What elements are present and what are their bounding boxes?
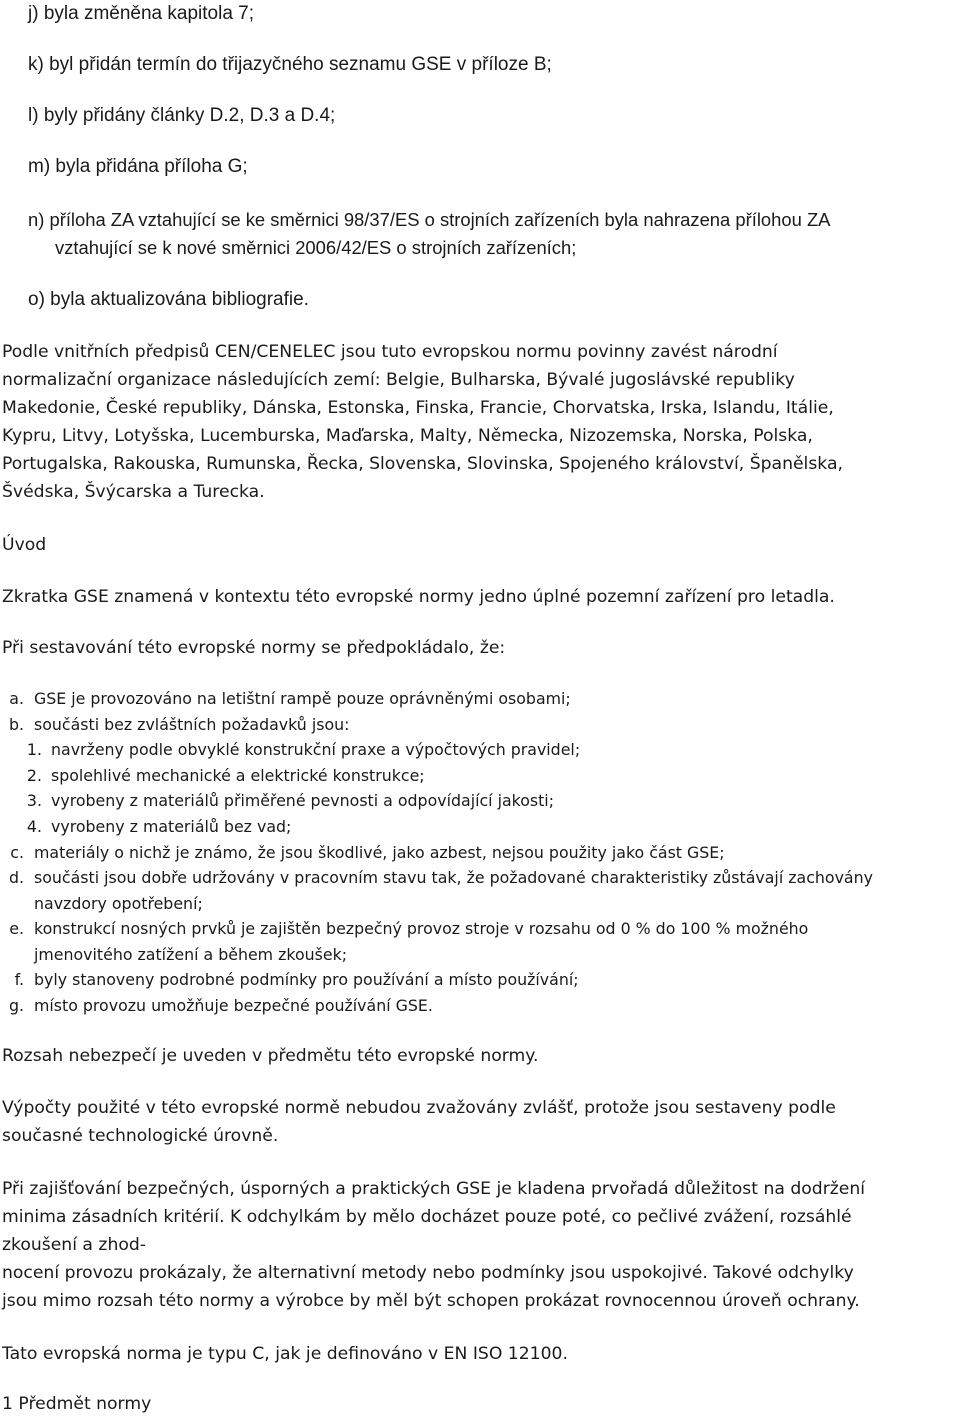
list-item: [0, 686, 960, 712]
list-marker: e.: [9, 919, 24, 938]
paragraph-line: Výpočty použité v této evropské normě nebudou zvažovány zvlášť, protože jsou sestaveny podle: [2, 1098, 836, 1118]
list-item: [0, 763, 960, 789]
list-item-text-continuation: jmenovitého zatížení a během zkoušek;: [34, 945, 348, 964]
paragraph-line: normalizační organizace následujících zemí: Belgie, Bulharska, Bývalé jugoslávské republiky: [2, 370, 795, 390]
list-item: [0, 788, 960, 814]
list-item: [0, 814, 960, 840]
list-item-text: byly stanoveny podrobné podmínky pro používání a místo používání;: [34, 970, 579, 989]
change-item-k: k) byl přidán termín do třijazyčného seznamu GSE v příloze B;: [28, 54, 552, 75]
paragraph-line: jsou mimo rozsah této normy a výrobce by měl být schopen prokázat rovnocennou úroveň ochrany.: [2, 1291, 860, 1311]
list-item-text: místo provozu umožňuje bezpečné používání GSE.: [34, 996, 433, 1015]
type-c-statement: Tato evropská norma je typu C, jak je definováno v EN ISO 12100.: [2, 1344, 568, 1364]
national-adoption-paragraph: [2, 338, 960, 506]
list-marker: 4.: [26, 817, 42, 836]
list-item-text: součásti jsou dobře udržovány v pracovním stavu tak, že požadované charakteristiky zůstávají zachovány: [34, 868, 873, 887]
paragraph-line: Podle vnitřních předpisů CEN/CENELEC jsou tuto evropskou normu povinny zavést národní: [2, 342, 778, 362]
safety-paragraph: [2, 1175, 960, 1315]
paragraph-line: Makedonie, České republiky, Dánska, Estonska, Finska, Francie, Chorvatska, Irska, Islandu, Itálie,: [2, 398, 834, 418]
calculations-paragraph: [2, 1094, 960, 1150]
list-item: [0, 712, 960, 738]
paragraph-line: minima zásadních kritérií. K odchylkám by mělo docházet pouze poté, co pečlivé zvážení, rozsáhlé: [2, 1207, 852, 1227]
list-item: [0, 993, 960, 1019]
paragraph-line: nocení provozu prokázaly, že alternativní metody nebo podmínky jsou uspokojivé. Takové odchylky: [2, 1263, 854, 1283]
list-item-text: navrženy podle obvyklé konstrukční praxe a výpočtových pravidel;: [51, 740, 581, 759]
paragraph-line: Portugalska, Rakouska, Rumunska, Řecka, Slovenska, Slovinska, Spojeného království, Španělska,: [2, 454, 843, 474]
list-marker: d.: [8, 868, 24, 887]
list-marker: 1.: [26, 740, 42, 759]
paragraph-line: Švédska, Švýcarska a Turecka.: [2, 482, 265, 502]
list-item: [0, 840, 960, 866]
list-item-text: materiály o nichž je známo, že jsou škodlivé, jako azbest, nejsou použity jako část GSE;: [34, 843, 725, 862]
hazard-scope-statement: Rozsah nebezpečí je uveden v předmětu této evropské normy.: [2, 1046, 539, 1066]
assumption-intro: Při sestavování této evropské normy se předpokládalo, že:: [2, 638, 506, 658]
change-item-o: o) byla aktualizována bibliografie.: [28, 289, 309, 310]
list-item-text: součásti bez zvláštních požadavků jsou:: [34, 715, 350, 734]
list-item-text: konstrukcí nosných prvků je zajištěn bezpečný provoz stroje v rozsahu od 0 % do 100 % možného: [34, 919, 809, 938]
list-marker: f.: [14, 970, 24, 989]
list-item-text: spolehlivé mechanické a elektrické konstrukce;: [51, 766, 425, 785]
paragraph-line: zkoušení a zhod-: [2, 1235, 146, 1255]
change-item-j: j) byla změněna kapitola 7;: [28, 3, 255, 24]
list-marker: a.: [9, 689, 24, 708]
list-item: [0, 737, 960, 763]
section-heading: 1 Předmět normy: [2, 1394, 152, 1414]
list-item-text: vyrobeny z materiálů přiměřené pevnosti a odpovídající jakosti;: [51, 791, 555, 810]
list-marker: c.: [10, 843, 24, 862]
list-marker: 3.: [26, 791, 42, 810]
change-item-m: m) byla přidána příloha G;: [28, 156, 248, 177]
change-item-n-continuation: vztahující se k nové směrnici 2006/42/ES o strojních zařízeních;: [55, 237, 577, 258]
list-item: [0, 865, 960, 917]
change-item-l: l) byly přidány články D.2, D.3 a D.4;: [28, 105, 336, 126]
intro-heading: Úvod: [2, 535, 47, 555]
list-item-text: GSE je provozováno na letištní rampě pouze oprávněnými osobami;: [34, 689, 571, 708]
paragraph-line: Kypru, Litvy, Lotyšska, Lucemburska, Maďarska, Malty, Německa, Nizozemska, Norska, Polska,: [2, 426, 813, 446]
list-marker: b.: [8, 715, 24, 734]
list-item: [0, 967, 960, 993]
list-item-text: vyrobeny z materiálů bez vad;: [51, 817, 292, 836]
paragraph-line: Při zajišťování bezpečných, úsporných a praktických GSE je kladena prvořadá důležitost na dodržení: [2, 1179, 866, 1199]
list-marker: g.: [8, 996, 24, 1015]
gse-definition: Zkratka GSE znamená v kontextu této evropské normy jedno úplné pozemní zařízení pro letadla.: [2, 587, 835, 607]
list-item: [0, 916, 960, 968]
list-item-text-continuation: navzdory opotřebení;: [34, 894, 203, 913]
list-marker: 2.: [26, 766, 42, 785]
paragraph-line: současné technologické úrovně.: [2, 1126, 279, 1146]
change-item-n: n) příloha ZA vztahující se ke směrnici 98/37/ES o strojních zařízeních byla nahrazena přílohou ZA: [28, 209, 831, 230]
